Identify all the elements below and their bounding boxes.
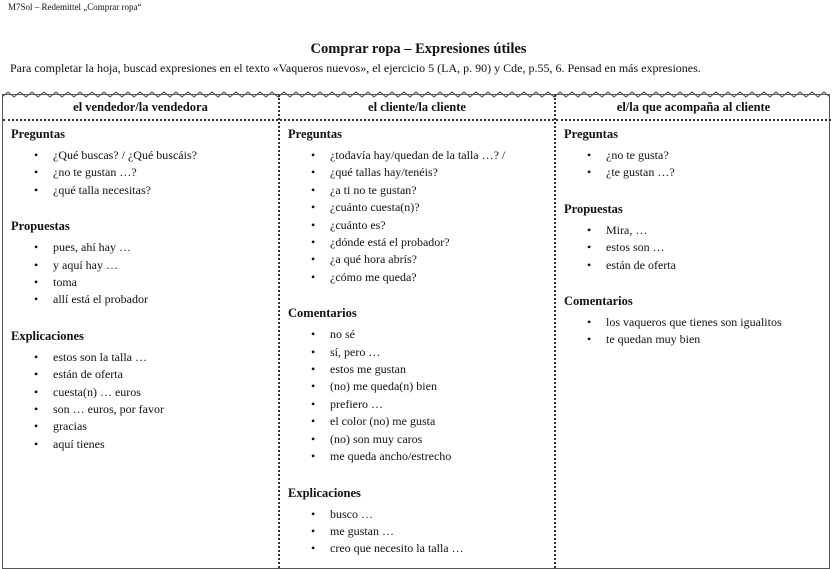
list-item <box>288 344 554 361</box>
list-item <box>564 147 831 164</box>
expression-text: me queda ancho/estrecho <box>330 449 452 464</box>
list-item <box>564 257 831 274</box>
expression-list <box>564 222 831 274</box>
bullet-icon: • <box>34 257 39 272</box>
expression-text: ¿todavía hay/quedan de la talla …? / <box>330 148 506 162</box>
expression-text: ¿qué tallas hay/tenéis? <box>330 165 438 180</box>
list-item <box>11 164 278 181</box>
list-item <box>564 222 831 239</box>
expression-text: aquí tienes <box>53 436 105 451</box>
expression-text: los vaqueros que tienes son igualitos <box>606 315 782 330</box>
expression-list <box>564 314 831 349</box>
list-item <box>11 349 278 366</box>
expression-text: ¿Qué buscas? / ¿Qué buscáis? <box>53 148 197 162</box>
section-explicaciones <box>280 486 554 558</box>
column-acompanante <box>556 95 831 568</box>
section-preguntas <box>3 127 278 199</box>
list-item <box>288 326 554 343</box>
list-item <box>564 239 831 256</box>
expression-text: son … euros, por favor <box>53 402 164 417</box>
list-item <box>564 164 831 181</box>
list-item <box>564 314 831 331</box>
expression-text: están de oferta <box>606 257 676 272</box>
bullet-icon: • <box>587 257 592 272</box>
list-item <box>288 234 554 251</box>
bullet-icon: • <box>587 148 592 162</box>
section-title: Explicaciones <box>11 328 84 343</box>
bullet-icon: • <box>311 362 316 377</box>
list-item <box>288 269 554 286</box>
list-item <box>11 257 278 274</box>
list-item <box>288 431 554 448</box>
expression-text: ¿no te gustan …? <box>53 165 137 180</box>
list-item <box>288 164 554 181</box>
bullet-icon: • <box>34 182 39 197</box>
bullet-icon: • <box>34 349 39 364</box>
expression-list <box>288 506 554 558</box>
list-item <box>11 436 278 453</box>
bullet-icon: • <box>311 431 316 446</box>
bullet-icon: • <box>34 148 39 162</box>
expression-list <box>11 147 278 199</box>
bullet-icon: • <box>34 292 39 307</box>
bullet-icon: • <box>34 436 39 451</box>
bullet-icon: • <box>34 240 39 255</box>
bullet-icon: • <box>311 449 316 464</box>
bullet-icon: • <box>587 240 592 255</box>
bullet-icon: • <box>34 402 39 417</box>
expression-text: allí está el probador <box>53 292 148 307</box>
column-vendedor <box>3 95 280 568</box>
section-title: Propuestas <box>564 201 623 216</box>
expression-text: pues, ahí hay … <box>53 240 131 255</box>
list-item <box>288 217 554 234</box>
section-preguntas <box>556 127 831 182</box>
bullet-icon: • <box>587 222 592 237</box>
bullet-icon: • <box>311 541 316 556</box>
bullet-icon: • <box>311 523 316 538</box>
expression-text: Mira, … <box>606 222 648 237</box>
section-explicaciones <box>3 329 278 453</box>
bullet-icon: • <box>587 332 592 347</box>
list-item <box>11 239 278 256</box>
section-title: Explicaciones <box>288 485 361 500</box>
section-comentarios <box>280 306 554 465</box>
list-item <box>11 366 278 383</box>
bullet-icon: • <box>587 165 592 180</box>
page-title: Comprar ropa – Expresiones útiles <box>310 41 527 57</box>
column-cliente <box>280 95 556 568</box>
expression-text: gracias <box>53 419 87 434</box>
expression-text: creo que necesito la talla … <box>330 541 464 556</box>
bullet-icon: • <box>311 396 316 411</box>
expression-text: (no) son muy caros <box>330 431 423 446</box>
bullet-icon: • <box>311 200 316 215</box>
bullet-icon: • <box>311 506 316 521</box>
expression-text: ¿a ti no te gustan? <box>330 182 417 197</box>
list-item <box>288 199 554 216</box>
expression-text: toma <box>53 275 77 290</box>
list-item <box>11 291 278 308</box>
bullet-icon: • <box>311 327 316 342</box>
list-item <box>11 384 278 401</box>
bullet-icon: • <box>311 379 316 394</box>
expression-text: estos me gustan <box>330 362 406 377</box>
expressions-table <box>2 94 830 569</box>
expression-text: cuesta(n) … euros <box>53 384 141 399</box>
expression-text: el color (no) me gusta <box>330 414 436 429</box>
bullet-icon: • <box>34 367 39 382</box>
column-heading: el/la que acompaña al cliente <box>556 95 831 121</box>
expression-list <box>288 147 554 286</box>
expression-text: y aquí hay … <box>53 257 118 272</box>
section-propuestas <box>556 202 831 274</box>
section-title: Preguntas <box>11 127 65 141</box>
expression-text: te quedan muy bien <box>606 332 701 347</box>
section-title: Comentarios <box>288 306 357 321</box>
expression-text: ¿cómo me queda? <box>330 269 417 284</box>
column-heading: el cliente/la cliente <box>280 95 554 121</box>
list-item <box>288 251 554 268</box>
bullet-icon: • <box>34 419 39 434</box>
bullet-icon: • <box>587 315 592 330</box>
bullet-icon: • <box>311 165 316 180</box>
list-item <box>288 506 554 523</box>
list-item <box>288 448 554 465</box>
expression-text: busco … <box>330 506 373 521</box>
bullet-icon: • <box>34 275 39 290</box>
list-item <box>11 418 278 435</box>
expression-text: estos son la talla … <box>53 349 147 364</box>
list-item <box>11 401 278 418</box>
expression-text: ¿cuánto es? <box>330 217 386 232</box>
section-title: Propuestas <box>11 219 70 234</box>
expression-text: ¿qué talla necesitas? <box>53 182 151 197</box>
expression-text: ¿cuánto cuesta(n)? <box>330 200 420 215</box>
bullet-icon: • <box>311 217 316 232</box>
expression-text: están de oferta <box>53 367 123 382</box>
bullet-icon: • <box>311 182 316 197</box>
column-heading: el vendedor/la vendedora <box>3 95 278 121</box>
section-comentarios <box>556 294 831 349</box>
bullet-icon: • <box>34 384 39 399</box>
bullet-icon: • <box>311 269 316 284</box>
list-item <box>288 378 554 395</box>
bullet-icon: • <box>311 414 316 429</box>
document-header: M7Sol – Redemittel „Comprar ropa“ <box>8 2 142 12</box>
section-preguntas <box>280 127 554 286</box>
bullet-icon: • <box>311 235 316 250</box>
list-item <box>288 182 554 199</box>
expression-text: ¿te gustan …? <box>606 165 675 180</box>
list-item <box>288 523 554 540</box>
expression-text: ¿dónde está el probador? <box>330 235 450 250</box>
list-item <box>288 413 554 430</box>
expression-text: no sé <box>330 327 355 342</box>
expression-list <box>564 147 831 182</box>
expression-text: prefiero … <box>330 396 383 411</box>
list-item <box>564 331 831 348</box>
expression-list <box>11 349 278 453</box>
section-propuestas <box>3 219 278 309</box>
list-item <box>288 396 554 413</box>
list-item <box>11 147 278 164</box>
expression-text: ¿no te gusta? <box>606 148 669 162</box>
expression-list <box>288 326 554 465</box>
section-title: Preguntas <box>564 127 618 141</box>
expression-text: me gustan … <box>330 523 394 538</box>
expression-text: ¿a qué hora abrís? <box>330 252 417 267</box>
section-title: Preguntas <box>288 127 342 141</box>
expression-text: (no) me queda(n) bien <box>330 379 437 394</box>
list-item <box>11 274 278 291</box>
list-item <box>288 147 554 164</box>
bullet-icon: • <box>311 252 316 267</box>
bullet-icon: • <box>311 148 316 162</box>
expression-text: sí, pero … <box>330 344 381 359</box>
instructions: Para completar la hoja, buscad expresiones en el texto «Vaqueros nuevos», el ejercicio 5 (LA, p. 90) y Cde, p.55, 6. Pensad en más expresiones. <box>10 61 701 75</box>
bullet-icon: • <box>34 165 39 180</box>
expression-text: estos son … <box>606 240 665 255</box>
list-item <box>288 540 554 557</box>
bullet-icon: • <box>311 344 316 359</box>
section-title: Comentarios <box>564 294 633 309</box>
list-item <box>11 182 278 199</box>
list-item <box>288 361 554 378</box>
expression-list <box>11 239 278 309</box>
